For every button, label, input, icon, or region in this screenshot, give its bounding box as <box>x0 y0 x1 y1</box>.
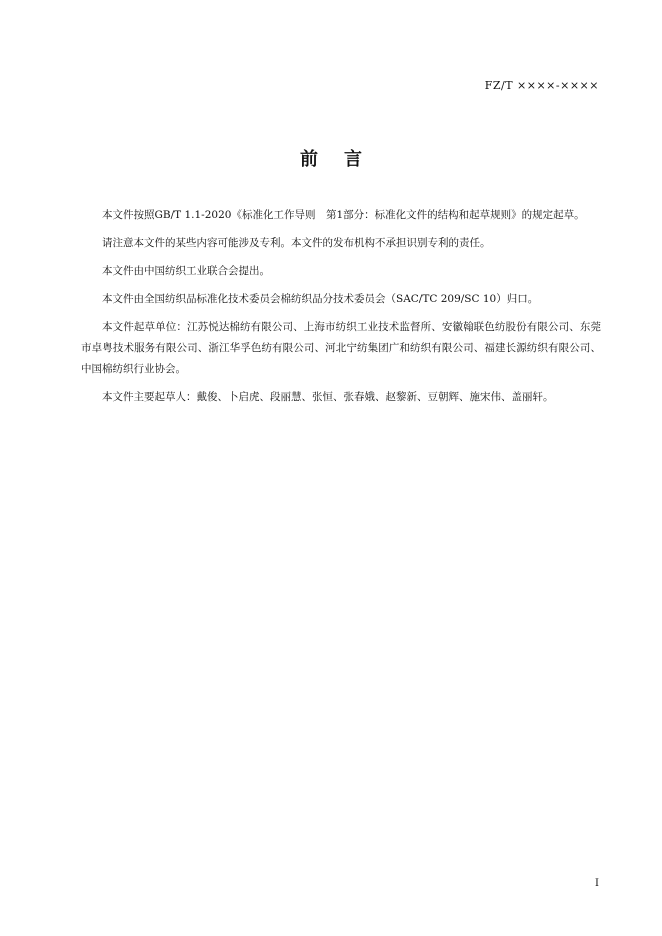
paragraph-drafting-units: 本文件起草单位：江苏悦达棉纺有限公司、上海市纺织工业技术监督所、安徽翰联色纺股份有限公司、东莞市卓粤技术服务有限公司、浙江华孚色纺有限公司、河北宁纺集团广和纺织有限公司、福建长源纺织有限公司、中国棉纺织行业协会。 <box>81 321 601 375</box>
standard-code: FZ/T ××××-×××× <box>484 79 599 92</box>
paragraph-drafting-rules: 本文件按照GB/T 1.1-2020《标准化工作导则 第1部分：标准化文件的结构和起草规则》的规定起草。 <box>102 209 585 221</box>
paragraph-drafters: 本文件主要起草人：戴俊、卜启虎、段丽慧、张恒、张春娥、赵黎新、豆朝辉、施宋伟、盖丽轩。 <box>102 391 554 403</box>
page-title: 前言 <box>300 149 388 170</box>
paragraph-technical-committee: 本文件由全国纺织品标准化技术委员会棉纺织品分技术委员会（SAC/TC 209/SC 10）归口。 <box>102 293 539 305</box>
foreword-body <box>81 205 601 415</box>
page-number: I <box>595 878 599 889</box>
paragraph-proposed-by: 本文件由中国纺织工业联合会提出。 <box>102 265 270 277</box>
paragraph-patent-notice: 请注意本文件的某些内容可能涉及专利。本文件的发布机构不承担识别专利的责任。 <box>102 237 491 249</box>
